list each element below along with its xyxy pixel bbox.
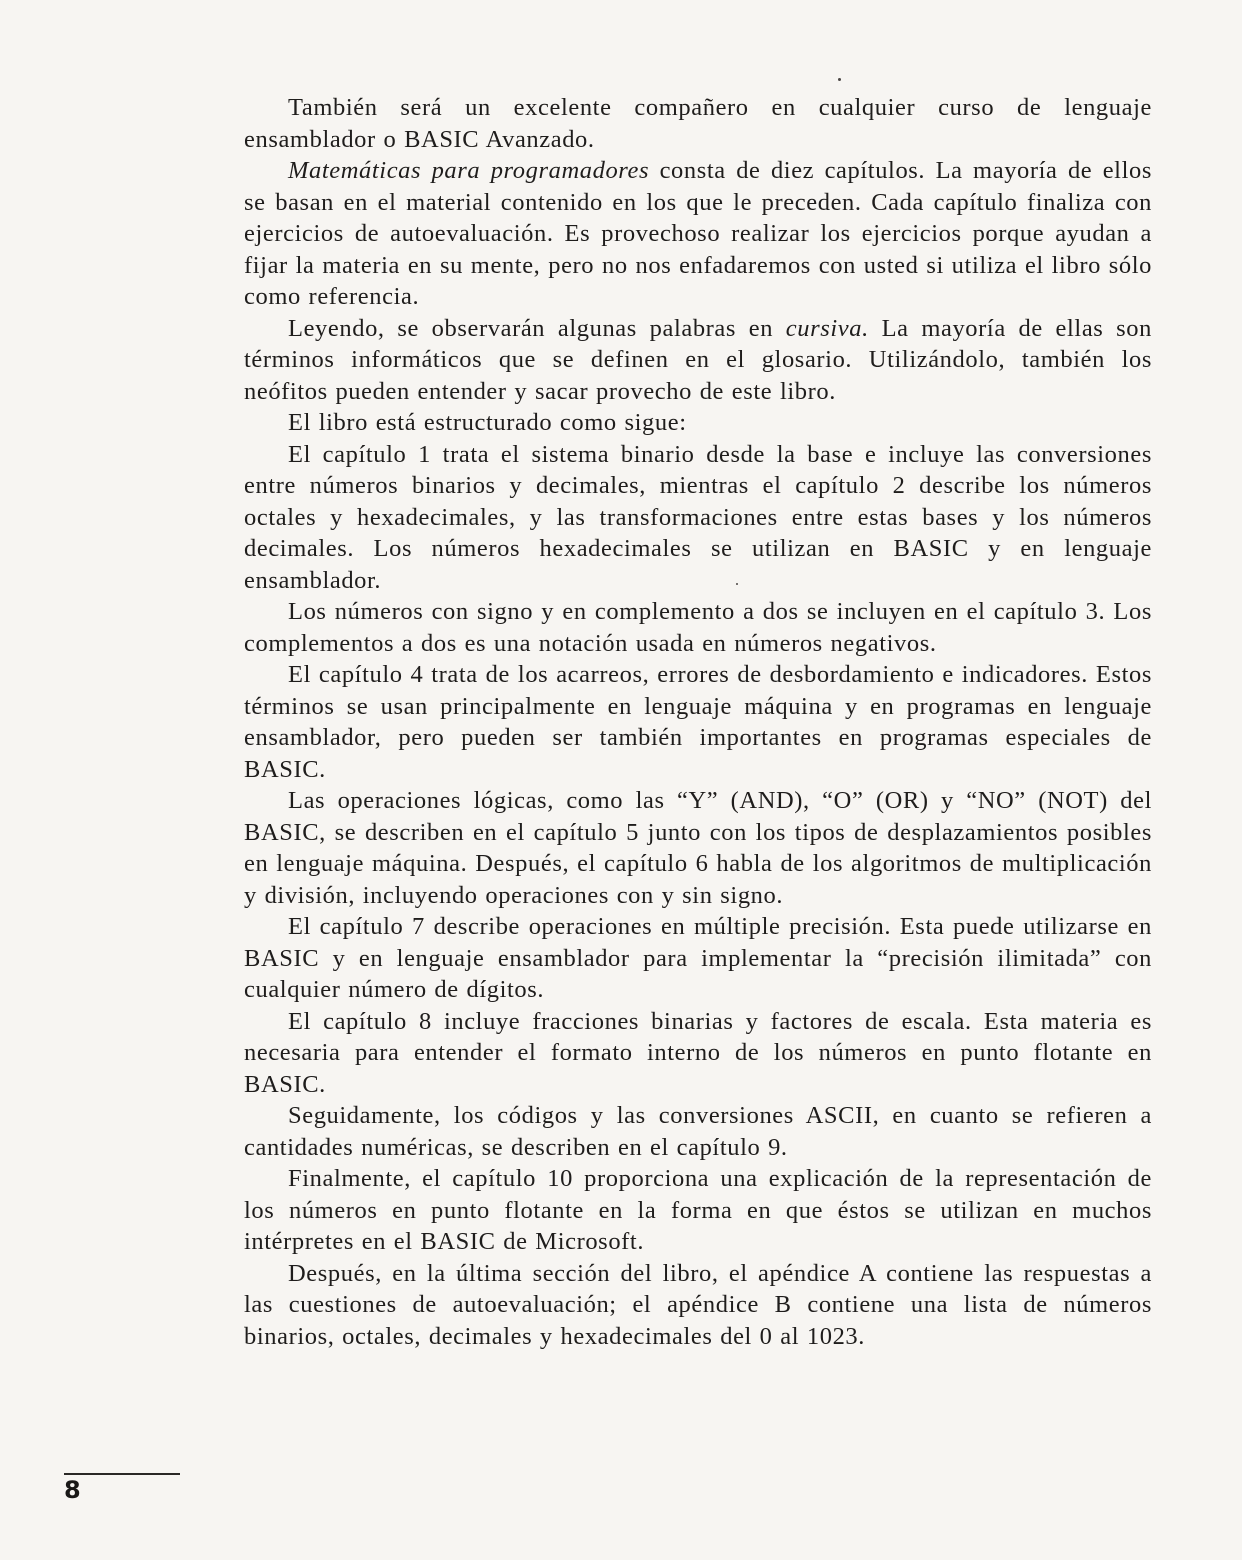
text-run: Finalmente, el capítulo 10 proporciona una explicación de la representación de los números en punto flotante en la forma en que éstos se utilizan en muchos intérpretes en el BASIC de Microsoft. (244, 1165, 1152, 1255)
paragraph (244, 911, 1152, 1006)
paragraph (244, 439, 1152, 597)
footer-rule (64, 1473, 180, 1475)
paragraph (244, 155, 1152, 313)
paragraph (244, 1100, 1152, 1163)
paragraph (244, 659, 1152, 785)
paragraph (244, 407, 1152, 439)
text-run: El libro está estructurado como sigue: (288, 409, 687, 436)
italic-text: Matemáticas para programadores (288, 157, 650, 184)
paragraph (244, 1258, 1152, 1353)
paragraph (244, 596, 1152, 659)
text-run: Las operaciones lógicas, como las “Y” (AND), “O” (OR) y “NO” (NOT) del BASIC, se describen en el capítulo 5 junto con los tipos de desplazamientos posibles en lenguaje máquina. Después, el capítulo 6 habla de los algoritmos de multiplicación y división, incluyendo operaciones con y sin signo. (244, 787, 1152, 909)
text-run: Los números con signo y en complemento a dos se incluyen en el capítulo 3. Los complementos a dos es una notación usada en números negativos. (244, 598, 1152, 657)
text-run: El capítulo 4 trata de los acarreos, errores de desbordamiento e indicadores. Estos términos se usan principalmente en lenguaje máquina y en programas en lenguaje ensamblador, pero pueden ser también importantes en programas especiales de BASIC. (244, 661, 1152, 783)
body-text (244, 92, 1152, 1352)
text-run: El capítulo 7 describe operaciones en múltiple precisión. Esta puede utilizarse en BASIC y en lenguaje ensamblador para implementar la “precisión ilimitada” con cualquier número de dígitos. (244, 913, 1152, 1003)
paragraph (244, 92, 1152, 155)
print-speck (736, 583, 738, 585)
paragraph (244, 1163, 1152, 1258)
text-run: La mayoría de ellas son términos informáticos que se definen en el glosario. Utilizándolo, también los neófitos pueden entender y sacar provecho de este libro. (244, 314, 1152, 405)
italic-text: cursiva. (785, 314, 869, 342)
text-run: El capítulo 8 incluye fracciones binarias y factores de escala. Esta materia es necesaria para entender el formato interno de los números en punto flotante en BASIC. (244, 1007, 1152, 1098)
print-speck (838, 78, 841, 81)
text-run: Leyendo, se observarán algunas palabras en (288, 314, 786, 342)
paragraph (244, 313, 1152, 408)
page-number: 8 (64, 1476, 81, 1504)
text-run: Seguidamente, los códigos y las conversiones ASCII, en cuanto se refieren a cantidades numéricas, se describen en el capítulo 9. (244, 1102, 1152, 1161)
text-run: Después, en la última sección del libro, el apéndice A contiene las respuestas a las cuestiones de autoevaluación; el apéndice B contiene una lista de números binarios, octales, decimales y hexadecimales del 0 al 1023. (244, 1259, 1152, 1350)
text-run: También será un excelente compañero en cualquier curso de lenguaje ensamblador o BASIC Avanzado. (244, 94, 1152, 153)
text-run: consta de diez capítulos. La mayoría de ellos se basan en el material contenido en los que le preceden. Cada capítulo finaliza con ejercicios de autoevaluación. Es provechoso realizar los ejercicios porque ayudan a fijar la materia en su mente, pero no nos enfadaremos con usted si utiliza el libro sólo como referencia. (244, 157, 1152, 310)
paragraph (244, 785, 1152, 911)
paragraph (244, 1006, 1152, 1101)
text-run: El capítulo 1 trata el sistema binario desde la base e incluye las conversiones entre números binarios y decimales, mientras el capítulo 2 describe los números octales y hexadecimales, y las transformaciones entre estas bases y los números decimales. Los números hexadecimales se utilizan en BASIC y en lenguaje ensamblador. (244, 440, 1152, 594)
